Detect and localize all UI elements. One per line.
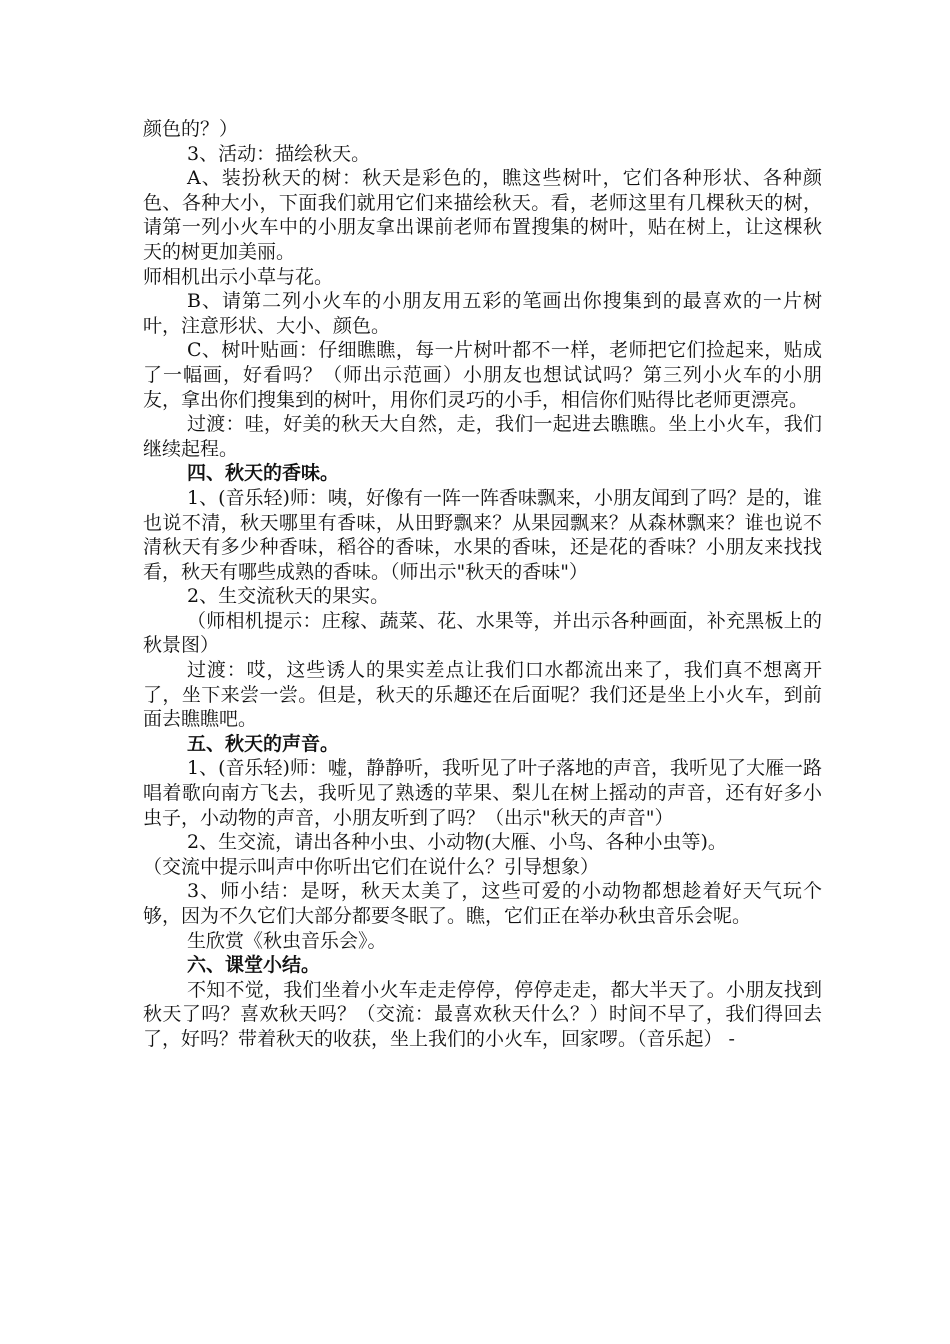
paragraph-activity-c: C、树叶贴画：仔细瞧瞧，每一片树叶都不一样，老师把它们捡起来，贴成了一幅画，好看吗？（师出示范画）小朋友也想试试吗？第三列小火车的小朋友，拿出你们搜集到的树叶，用你们灵巧的小手，相信你们贴得比老师更漂亮。: [143, 339, 822, 411]
section-heading-6: 六、课堂小结。: [187, 954, 321, 977]
paragraph-smell-1: 1、(音乐轻)师：咦，好像有一阵一阵香味飘来，小朋友闻到了吗？是的，谁也说不清，秋天哪里有香味，从田野飘来？从果园飘来？从森林飘来？谁也说不清秋天有多少种香味，稻谷的香味，水果的香味，还是花的香味？小朋友来找找看，秋天有哪些成熟的香味。（师出示"秋天的香味"）: [143, 486, 822, 583]
section-heading-5: 五、秋天的声音。: [187, 732, 340, 755]
paragraph-sound-1: 1、(音乐轻)师：嘘，静静听，我听见了叶子落地的声音，我听见了大雁一路唱着歌向南方飞去，我听见了熟透的苹果、梨儿在树上摇动的声音，还有好多小虫子，小动物的声音，小朋友听到了吗？（出示"秋天的声音"）: [143, 757, 822, 829]
paragraph-smell-2: 2、生交流秋天的果实。: [187, 585, 390, 608]
paragraph-teacher-shows: 师相机出示小草与花。: [143, 265, 334, 288]
paragraph-activity-a: A、装扮秋天的树：秋天是彩色的，瞧这些树叶，它们各种形状、各种颜色、各种大小，下面我们就用它们来描绘秋天。看，老师这里有几棵秋天的树，请第一列小火车中的小朋友拿出课前老师布置搜集的树叶，贴在树上，让这棵秋天的树更加美丽。: [143, 167, 822, 263]
paragraph-transition-1: 过渡：哇，好美的秋天大自然，走，我们一起进去瞧瞧。坐上小火车，我们继续起程。: [143, 413, 822, 460]
paragraph-summary: 不知不觉，我们坐着小火车走走停停，停停走走，都大半天了。小朋友找到秋天了吗？喜欢秋天吗？（交流：最喜欢秋天什么？）时间不早了，我们得回去了，好吗？带着秋天的收获，坐上我们的小火车，回家啰。（音乐起） -: [143, 978, 822, 1050]
paragraph-smell-hint: （师相机提示：庄稼、蔬菜、花、水果等，并出示各种画面，补充黑板上的秋景图）: [143, 609, 822, 657]
section-heading-4: 四、秋天的香味。: [187, 462, 340, 485]
paragraph-transition-2: 过渡：哎，这些诱人的果实差点让我们口水都流出来了，我们真不想离开了，坐下来尝一尝。但是，秋天的乐趣还在后面呢？我们还是坐上小火车，到前面去瞧瞧吧。: [143, 659, 822, 731]
paragraph-sound-3: 3、师小结：是呀，秋天太美了，这些可爱的小动物都想趁着好天气玩个够，因为不久它们大部分都要冬眠了。瞧，它们正在举办秋虫音乐会呢。: [143, 880, 822, 927]
paragraph-concert: 生欣赏《秋虫音乐会》。: [187, 929, 387, 952]
paragraph-sound-2: 2、生交流，请出各种小虫、小动物(大雁、小鸟、各种小虫等)。: [187, 831, 727, 854]
paragraph-1: 颜色的？）: [143, 118, 239, 140]
paragraph-activity-3: 3、活动：描绘秋天。: [187, 142, 371, 165]
paragraph-sound-hint: （交流中提示叫声中你听出它们在说什么？引导想象）: [143, 855, 600, 878]
paragraph-activity-b: B、请第二列小火车的小朋友用五彩的笔画出你搜集到的最喜欢的一片树叶，注意形状、大小、颜色。: [143, 290, 822, 337]
